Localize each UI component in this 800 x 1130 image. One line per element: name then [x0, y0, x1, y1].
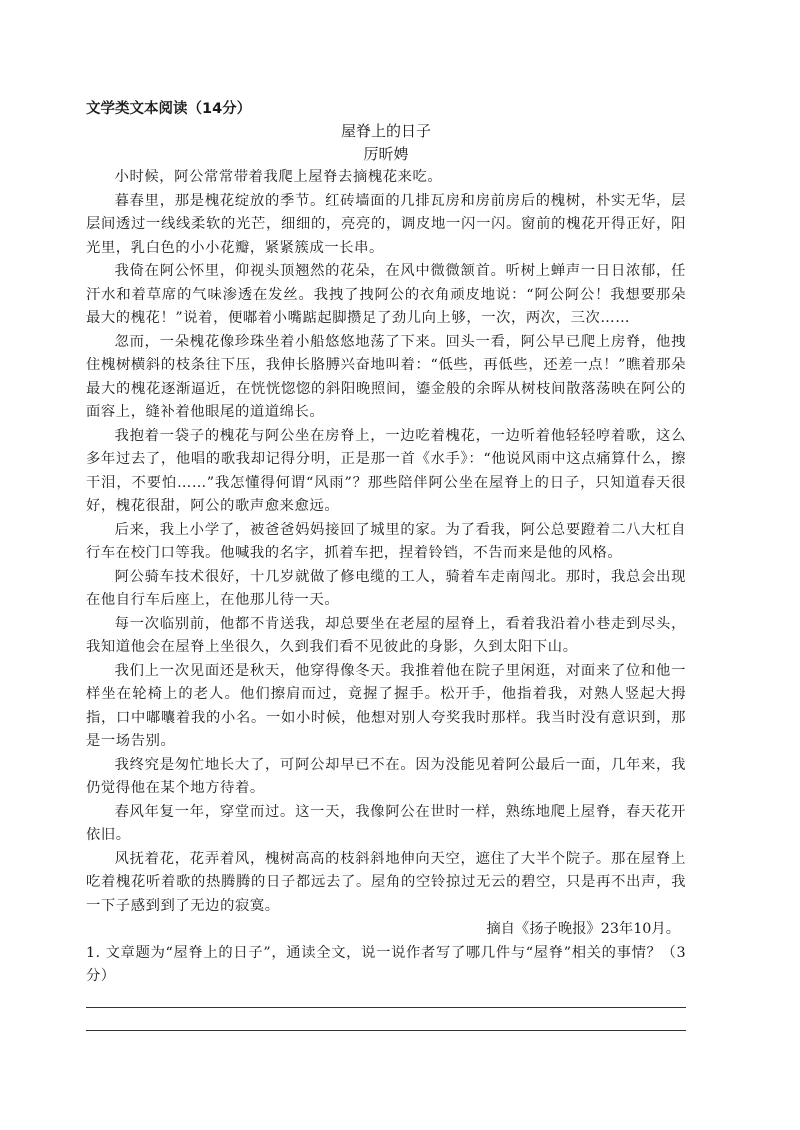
article-paragraph: 每一次临别前，他都不肯送我，却总要坐在老屋的屋脊上，看着我沿着小巷走到尽头，我知道他会在屋脊上坐很久，久到我们看不见彼此的身影，久到太阳下山。 [86, 615, 686, 655]
article-paragraph: 忽而，一朵槐花像珍珠坐着小船悠悠地荡了下来。回头一看，阿公早已爬上房脊，他拽住槐树横斜的枝条往下压，我伸长胳膊兴奋地叫着：“低些，再低些，还差一点！”瞧着那朵最大的槐花逐渐逼近，在恍恍惚惚的斜阳晚照间，鎏金般的余晖从树枝间散落荡映在阿公的面容上，缝补着他眼尾的道道绵长。 [86, 333, 686, 420]
article-source: 摘自《扬子晚报》23年10月。 [486, 921, 680, 937]
article-paragraph: 小时候，阿公常常带着我爬上屋脊去摘槐花来吃。 [114, 169, 443, 185]
article-paragraph: 后来，我上小学了，被爸爸妈妈接回了城里的家。为了看我，阿公总要蹬着二八大杠自行车在校门口等我。他喊我的名字，抓着车把，捏着铃铛，不告而来是他的风格。 [86, 521, 686, 561]
article-paragraph: 我抱着一袋子的槐花与阿公坐在房脊上，一边吃着槐花，一边听着他轻轻哼着歌，这么多年过去了，他唱的歌我却记得分明，正是那一首《水手》：“他说风雨中这点痛算什么，擦干泪，不要怕……”我怎懂得何谓“风雨”？那些陪伴阿公坐在屋脊上的日子，只知道春天很好，槐花很甜，阿公的歌声愈来愈远。 [86, 427, 686, 514]
article-author: 厉昕娉 [363, 145, 409, 163]
question-text: 1. 文章题为“屋脊上的日子”，通读全文，说一说作者写了哪几件与“屋脊”相关的事情？（3分） [86, 944, 686, 984]
document-page [86, 98, 686, 1031]
answer-line[interactable] [86, 1030, 686, 1031]
article-paragraph: 我们上一次见面还是秋天，他穿得像冬天。我推着他在院子里闲逛，对面来了位和他一样坐在轮椅上的老人。他们擦肩而过，竟握了握手。松开手，他指着我，对熟人竖起大拇指，口中嘟囔着我的小名。一如小时候，他想对别人夸奖我时那样。我当时没有意识到，那是一场告别。 [86, 662, 686, 749]
article-paragraph: 我倚在阿公怀里，仰视头顶翘然的花朵，在风中微微颔首。听树上蝉声一日日浓郁，任汗水和着草席的气味渗透在发丝。我拽了拽阿公的衣角顽皮地说：“阿公阿公！我想要那朵最大的槐花！”说着，便嘟着小嘴踮起脚攒足了劲儿向上够，一次，两次，三次…… [86, 263, 686, 326]
article-paragraph: 风抚着花，花弄着风，槐树高高的枝斜斜地伸向天空，遮住了大半个院子。那在屋脊上吃着槐花听着歌的热腾腾的日子都远去了。屋角的空铃掠过无云的碧空，只是再不出声，我一下子感到到了无边的寂寞。 [86, 850, 686, 914]
article-title: 屋脊上的日子 [340, 122, 431, 140]
section-heading: 文学类文本阅读（14分） [86, 101, 252, 117]
article-paragraph: 我终究是匆忙地长大了，可阿公却早已不在。因为没能见着阿公最后一面，几年来，我仍觉得他在某个地方待着。 [86, 756, 686, 796]
article-paragraph: 阿公骑车技术很好，十几岁就做了修电缆的工人，骑着车走南闯北。那时，我总会出现在他自行车后座上，在他那儿待一天。 [86, 568, 686, 608]
article-paragraph: 暮春里，那是槐花绽放的季节。红砖墙面的几排瓦房和房前房后的槐树，朴实无华，层层间透过一线线柔软的光芒，细细的，亮亮的，调皮地一闪一闪。窗前的槐花开得正好，阳光里，乳白色的小小花瓣，紧紧簇成一长串。 [86, 192, 686, 256]
article-paragraph: 春风年复一年，穿堂而过。这一天，我像阿公在世时一样，熟练地爬上屋脊，春天花开依旧。 [86, 803, 686, 843]
